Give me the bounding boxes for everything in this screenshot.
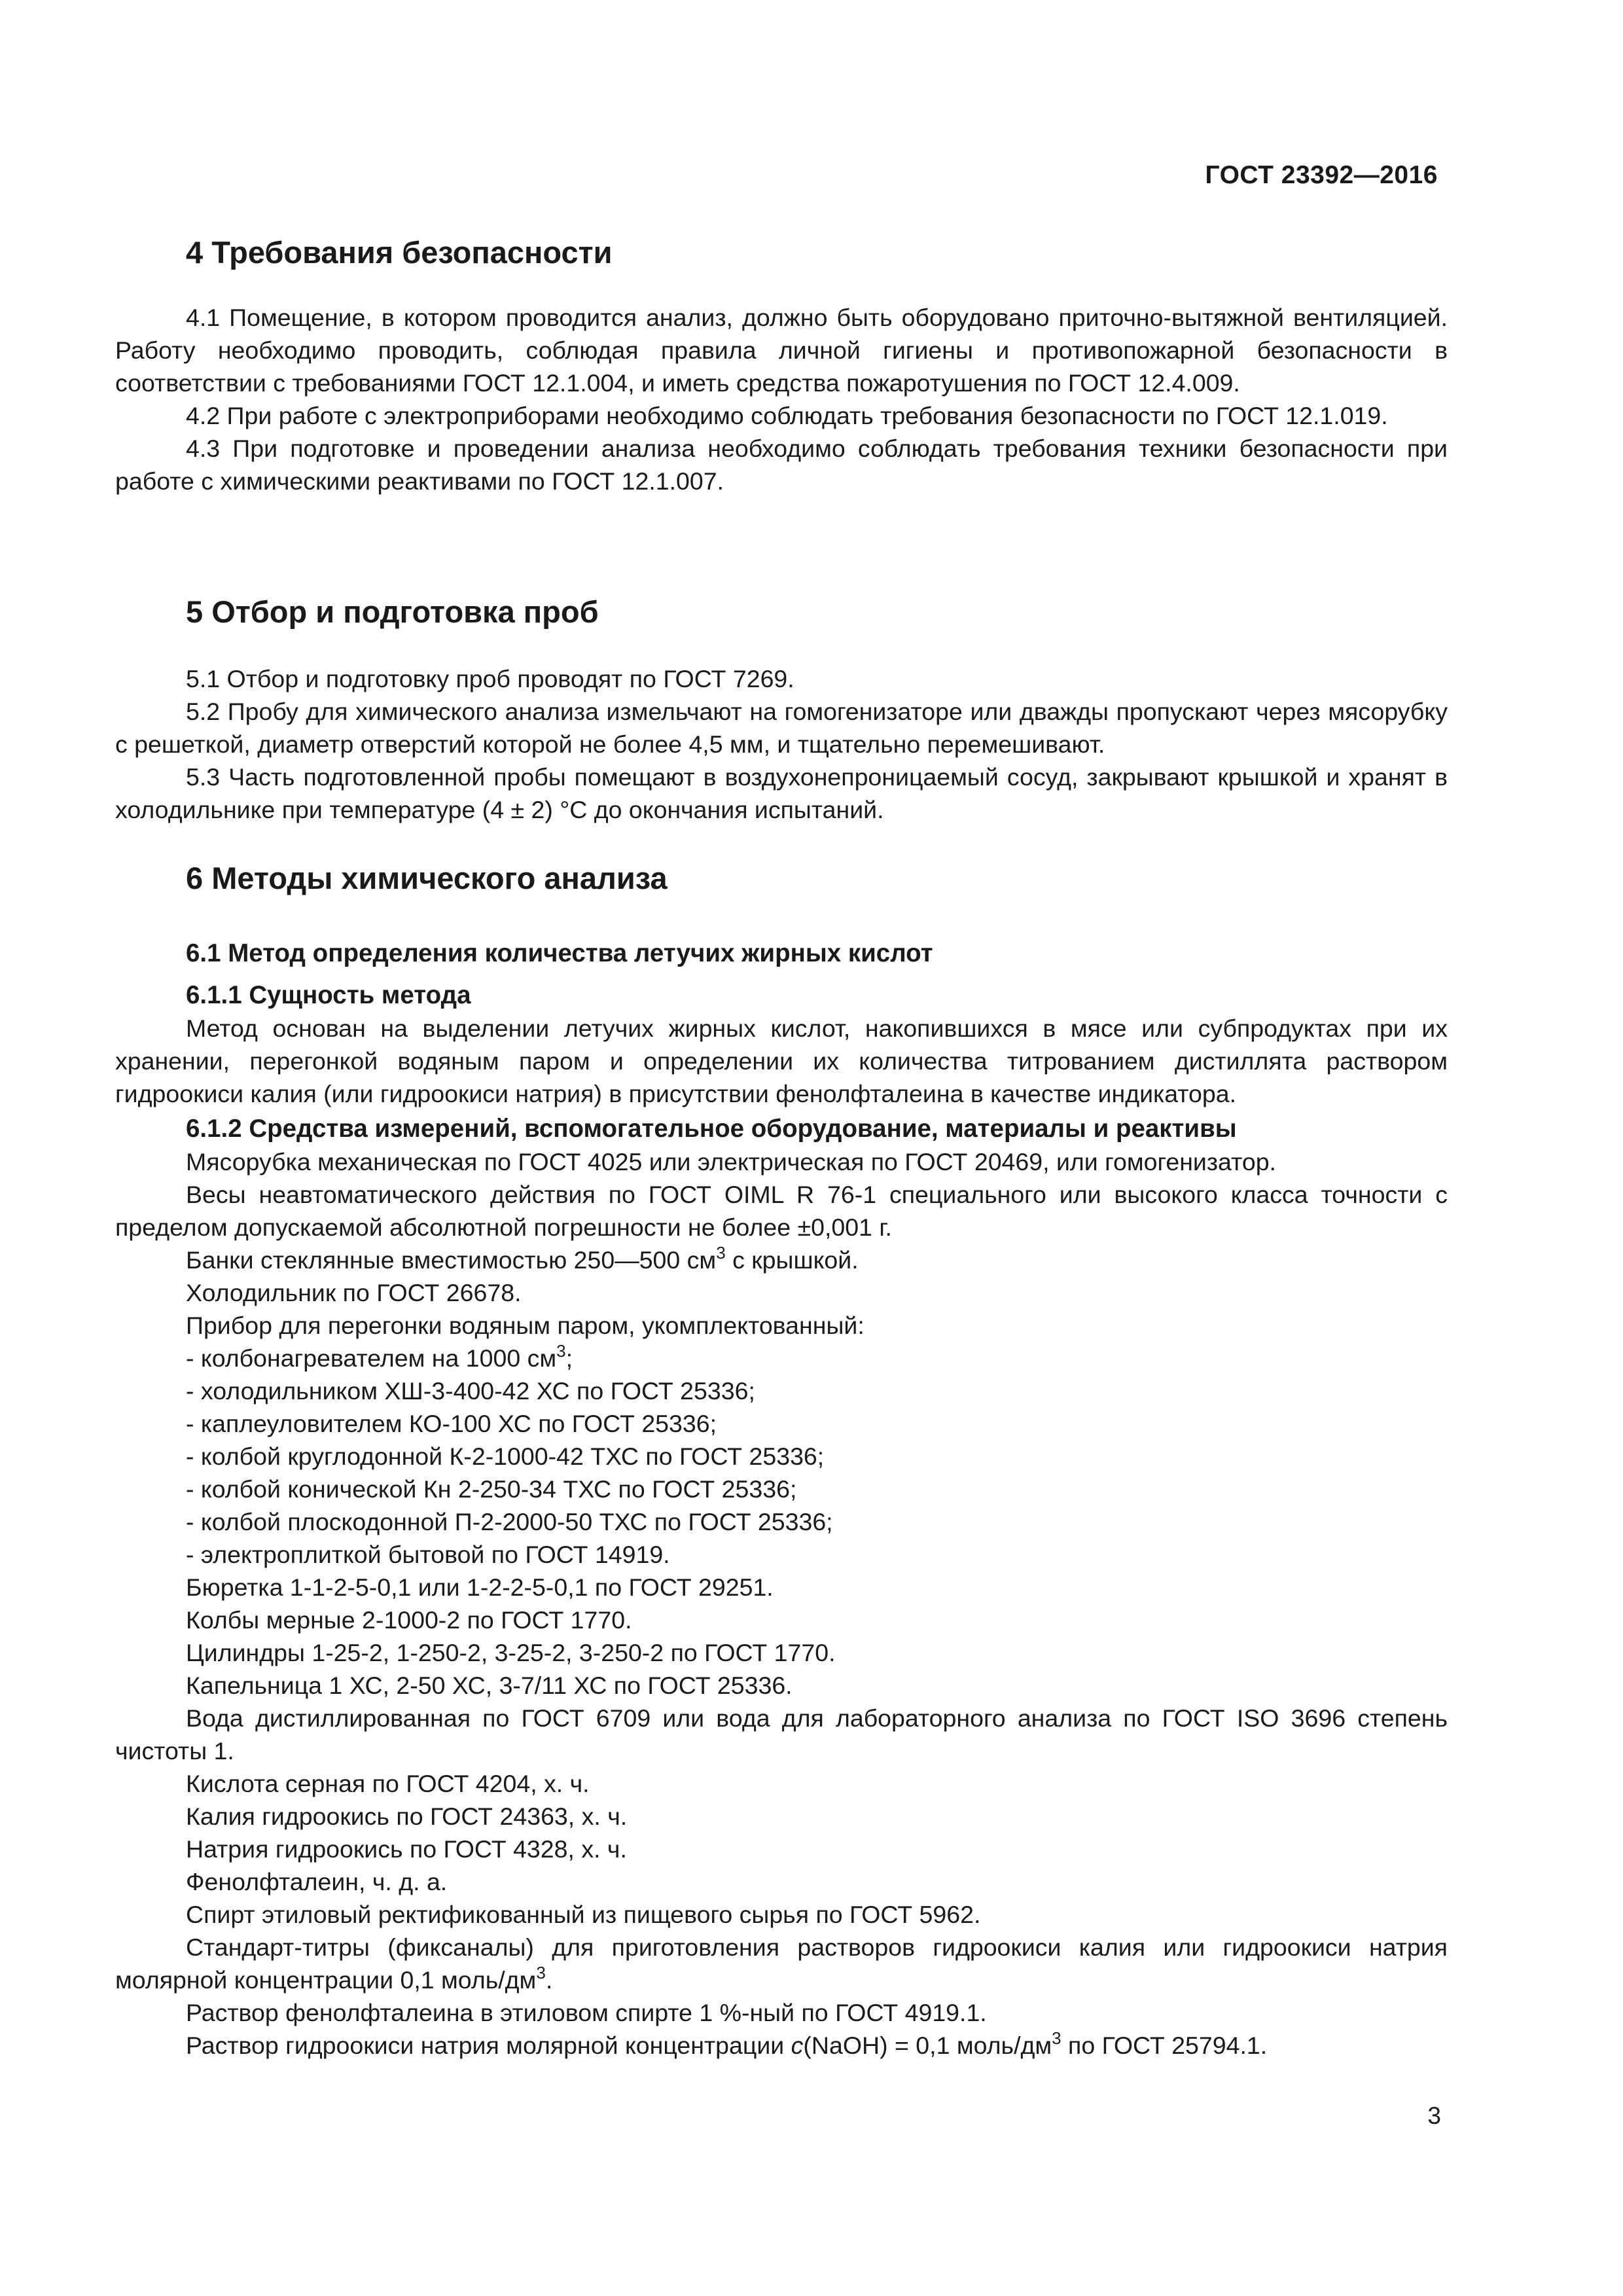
paragraph-method-essence: Метод основан на выделении летучих жирных кислот, накопившихся в мясе или субпродуктах при их хранении, перегонкой водяным паром и определении их количества титрованием дистиллята раствором гидроокиси калия (или гидроокиси натрия) в присутствии фенолфталеина в качестве индикатора. xyxy=(115,1014,1448,1107)
section-4-body xyxy=(115,301,1448,497)
section-4 xyxy=(115,233,1448,272)
section-5-heading: 5 Отбор и подготовка проб xyxy=(186,594,599,629)
subsection-6-1-2-heading: 6.1.2 Средства измерений, вспомогательное оборудование, материалы и реактивы xyxy=(186,1115,1237,1143)
list-item: Прибор для перегонки водяным паром, укомплектованный: xyxy=(186,1312,865,1339)
section-6-heading: 6 Методы химического анализа xyxy=(186,861,668,895)
list-item: Калия гидроокись по ГОСТ 24363, х. ч. xyxy=(186,1803,628,1830)
paragraph-5-1: 5.1 Отбор и подготовку проб проводят по ГОСТ 7269. xyxy=(186,665,794,692)
list-item: - колбонагревателем на 1000 $см^3$; xyxy=(186,1340,573,1372)
section-6-body xyxy=(115,937,1448,2062)
list-item: Раствор фенолфталеина в этиловом спирте 1 %-ный по ГОСТ 4919.1. xyxy=(186,1999,987,2026)
list-item: - электроплиткой бытовой по ГОСТ 14919. xyxy=(186,1541,670,1568)
page-number: 3 xyxy=(1427,2102,1441,2129)
list-item: Натрия гидроокись по ГОСТ 4328, х. ч. xyxy=(186,1835,627,1863)
paragraph-5-2: 5.2 Пробу для химического анализа измельчают на гомогенизаторе или дважды пропускают через мясорубку с решеткой, диаметр отверстий которой не более 4,5 мм, и тщательно перемешивают. xyxy=(115,698,1448,758)
document-code: ГОСТ 23392—2016 xyxy=(1205,161,1438,189)
section-5 xyxy=(115,592,1448,632)
list-item: Холодильник по ГОСТ 26678. xyxy=(186,1279,522,1306)
list-item: Кислота серная по ГОСТ 4204, х. ч. xyxy=(186,1770,590,1797)
subsection-6-1-1-heading: 6.1.1 Сущность метода xyxy=(186,981,471,1009)
list-item: - колбой плоскодонной П-2-2000-50 ТХС по ГОСТ 25336; xyxy=(186,1508,833,1535)
list-item: Стандарт-титры (фиксаналы) для приготовления растворов гидроокиси калия или гидроокиси натрия молярной концентрации 0,1 моль/$дм^3$. xyxy=(115,1933,1448,1994)
list-item: - колбой круглодонной К-2-1000-42 ТХС по ГОСТ 25336; xyxy=(186,1443,825,1470)
subsection-6-1-heading: 6.1 Метод определения количества летучих жирных кислот xyxy=(186,939,933,967)
paragraph-5-3: 5.3 Часть подготовленной пробы помещают в воздухонепроницаемый сосуд, закрывают крышкой и хранят в холодильнике при температуре (4 ± 2) °C до окончания испытаний. xyxy=(115,763,1448,823)
paragraph-4-2: 4.2 При работе с электроприборами необходимо соблюдать требования безопасности по ГОСТ 12.1.019. xyxy=(186,402,1388,429)
section-6 xyxy=(115,859,1448,898)
list-item: Вода дистиллированная по ГОСТ 6709 или вода для лабораторного анализа по ГОСТ ISO 3696 степень чистоты 1. xyxy=(115,1704,1448,1765)
list-item: Цилиндры 1-25-2, 1-250-2, 3-25-2, 3-250-2 по ГОСТ 1770. xyxy=(186,1639,836,1666)
section-5-body xyxy=(115,662,1448,826)
list-item: Весы неавтоматического действия по ГОСТ OIML R 76-1 специального или высокого класса точности с пределом допускаемой абсолютной погрешности не более ±0,001 г. xyxy=(115,1181,1448,1241)
paragraph-4-3: 4.3 При подготовке и проведении анализа необходимо соблюдать требования техники безопасности при работе с химическими реактивами по ГОСТ 12.1.007. xyxy=(115,435,1448,495)
list-item: Спирт этиловый ректификованный из пищевого сырья по ГОСТ 5962. xyxy=(186,1901,981,1928)
list-item: - холодильником ХШ-3-400-42 ХС по ГОСТ 25336; xyxy=(186,1377,755,1405)
section-4-heading: 4 Требования безопасности xyxy=(186,235,613,270)
list-item: Капельница 1 ХС, 2-50 ХС, 3-7/11 ХС по ГОСТ 25336. xyxy=(186,1672,793,1699)
list-item: Мясорубка механическая по ГОСТ 4025 или электрическая по ГОСТ 20469, или гомогенизатор. xyxy=(186,1148,1276,1175)
list-item: Фенолфталеин, ч. д. а. xyxy=(186,1868,448,1895)
list-item: Раствор гидроокиси натрия молярной концентрации c(NaOH) = 0,1 моль/$дм^3$ по ГОСТ 25794.1. xyxy=(186,2028,1268,2059)
list-item: Бюретка 1-1-2-5-0,1 или 1-2-2-5-0,1 по ГОСТ 29251. xyxy=(186,1573,774,1601)
list-item: - колбой конической Кн 2-250-34 ТХС по ГОСТ 25336; xyxy=(186,1475,797,1503)
paragraph-4-1: 4.1 Помещение, в котором проводится анализ, должно быть оборудовано приточно-вытяжной вентиляцией. Работу необходимо проводить, соблюдая правила личной гигиены и противопожарной безопасности в соответствии с требованиями ГОСТ 12.1.004, и иметь средства пожаротушения по ГОСТ 12.4.009. xyxy=(115,304,1448,397)
list-item: - каплеуловителем КО-100 ХС по ГОСТ 25336; xyxy=(186,1410,717,1437)
list-item: Колбы мерные 2-1000-2 по ГОСТ 1770. xyxy=(186,1606,632,1634)
list-item: Банки стеклянные вместимостью 250—500 $см^3$ с крышкой. xyxy=(186,1242,859,1274)
